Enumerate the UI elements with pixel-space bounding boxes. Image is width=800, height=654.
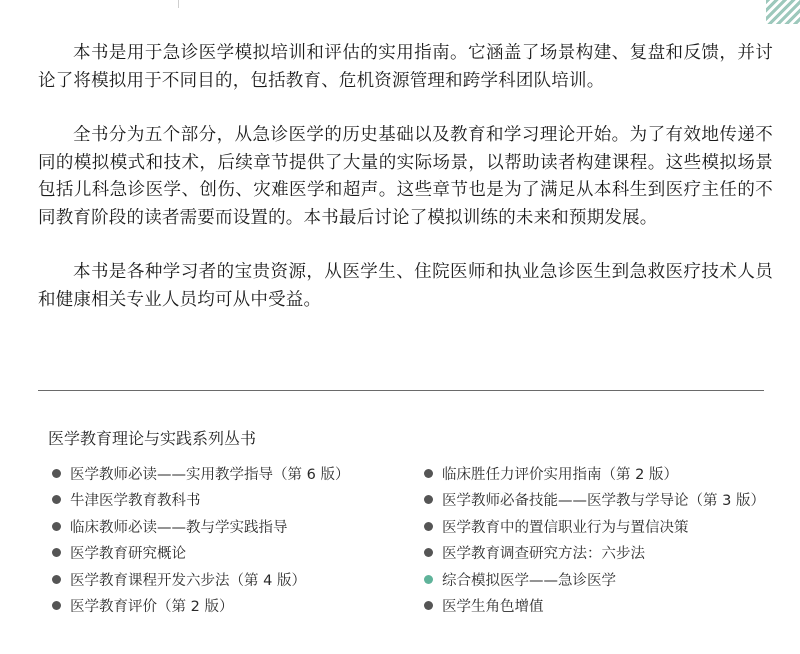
- series-item: [52, 460, 349, 487]
- series-title: 医学教育理论与实践系列丛书: [48, 429, 257, 448]
- series-item: [52, 513, 349, 540]
- series-item: [52, 593, 349, 620]
- series-item-label: 医学教师必读——实用教学指导（第 6 版）: [70, 466, 350, 483]
- series-item-label: 医学教育课程开发六步法（第 4 版）: [70, 572, 306, 589]
- top-decoration-line: [178, 0, 179, 8]
- book-description: [38, 40, 773, 341]
- corner-accent-pattern: [766, 0, 800, 24]
- description-paragraph-3: 本书是各种学习者的宝贵资源，从医学生、住院医师和执业急诊医生到急救医疗技术人员和健康相关专业人员均可从中受益。: [38, 262, 773, 310]
- bullet-icon: [424, 522, 433, 531]
- series-item-label: 综合模拟医学——急诊医学: [442, 572, 616, 589]
- series-item-label: 临床教师必读——教与学实践指导: [70, 519, 288, 536]
- series-item: [424, 513, 765, 540]
- section-divider: [38, 390, 764, 391]
- series-item-label: 医学生角色增值: [442, 599, 544, 616]
- bullet-icon: [424, 548, 433, 557]
- bullet-icon: [52, 601, 61, 610]
- series-item: [424, 540, 765, 567]
- series-item-label: 临床胜任力评价实用指南（第 2 版）: [442, 466, 678, 483]
- series-item-label: 医学教育中的置信职业行为与置信决策: [442, 519, 689, 536]
- highlight-bullet-icon: [424, 575, 433, 584]
- series-item: [52, 487, 349, 514]
- bullet-icon: [52, 495, 61, 504]
- series-item-label: 医学教师必备技能——医学教与学导论（第 3 版）: [442, 493, 765, 510]
- series-item: [52, 566, 349, 593]
- series-item-label: 牛津医学教育教科书: [70, 493, 201, 510]
- series-list-left: [52, 460, 349, 619]
- series-item-label: 医学教育研究概论: [70, 546, 186, 563]
- bullet-icon: [52, 575, 61, 584]
- bullet-icon: [52, 469, 61, 478]
- bullet-icon: [424, 601, 433, 610]
- bullet-icon: [424, 469, 433, 478]
- series-item: [52, 540, 349, 567]
- series-item-label: 医学教育调查研究方法：六步法: [442, 546, 645, 563]
- series-item: [424, 460, 765, 487]
- series-item: [424, 593, 765, 620]
- description-paragraph-1: 本书是用于急诊医学模拟培训和评估的实用指南。它涵盖了场景构建、复盘和反馈，并讨论了将模拟用于不同目的，包括教育、危机资源管理和跨学科团队培训。: [38, 43, 773, 91]
- bullet-icon: [52, 548, 61, 557]
- series-item: [424, 487, 765, 514]
- series-item: [424, 566, 765, 593]
- series-item-label: 医学教育评价（第 2 版）: [70, 599, 234, 616]
- bullet-icon: [52, 522, 61, 531]
- description-paragraph-2: 全书分为五个部分，从急诊医学的历史基础以及教育和学习理论开始。为了有效地传递不同的模拟模式和技术，后续章节提供了大量的实际场景，以帮助读者构建课程。这些模拟场景包括儿科急诊医学、创伤、灾难医学和超声。这些章节也是为了满足从本科生到医疗主任的不同教育阶段的读者需要而设置的。本书最后讨论了模拟训练的未来和预期发展。: [38, 125, 773, 228]
- bullet-icon: [424, 495, 433, 504]
- series-list-right: [424, 460, 765, 619]
